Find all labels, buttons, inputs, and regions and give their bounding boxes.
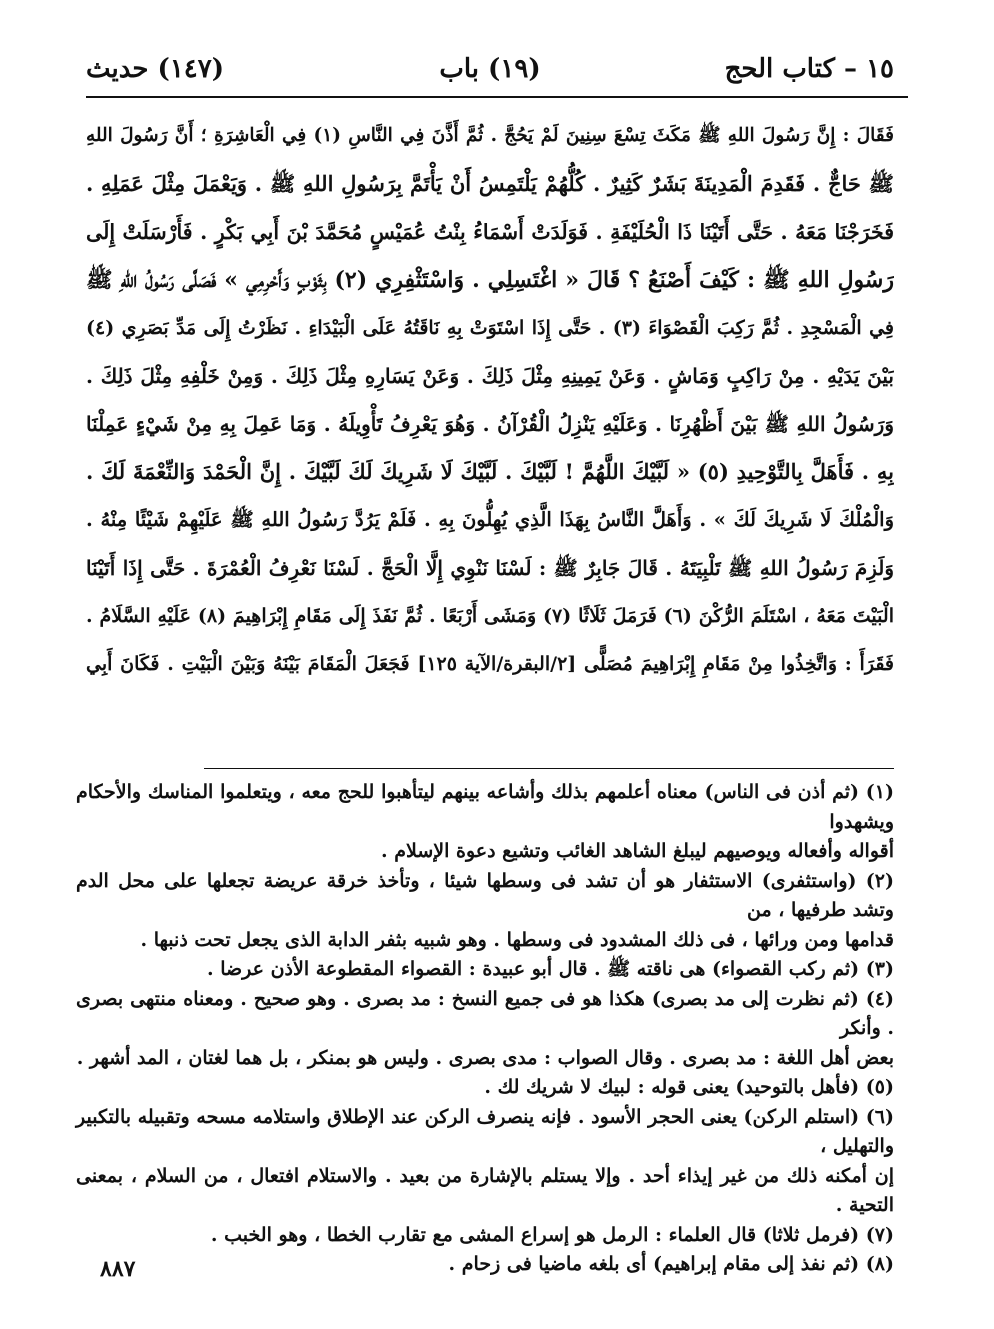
page-number: ٨٨٧ — [100, 1256, 136, 1282]
text-line: رَسُولِ اللهِ ﷺ : كَيْفَ أَصْنَعُ ؟ قَالَ « اغْتَسِلِي . وَاسْتَثْفِرِي (٢) بِثَوْبٍ وَأَحْرِمِي » فَصَلَّى رَسُولُ اللهِ ﷺ — [86, 267, 894, 293]
text-line: فِي الْمَسْجِدِ . ثُمَّ رَكِبَ الْقَصْوَاءَ (٣) . حَتَّى إِذَا اسْتَوَتْ بِهِ نَاقَتُهُ عَلَى الْبَيْدَاءِ . نَظَرْتُ إِلَى مَدِّ بَصَرِي (٤) — [86, 317, 894, 339]
text-line: بِهِ . فَأَهَلَّ بِالتَّوْحِيدِ (٥) « لَبَّيْكَ اللَّهُمَّ ! لَبَّيْكَ . لَبَّيْكَ لَا شَرِيكَ لَكَ لَبَّيْكَ . إِنَّ الْحَمْدَ وَالنِّعْمَةَ لَكَ . — [86, 459, 894, 484]
text-line: وَرَسُولُ اللهِ ﷺ بَيْنَ أَظْهُرِنَا . وَعَلَيْهِ يَنْزِلُ الْقُرْآنُ . وَهُوَ يَعْرِفُ تَأْوِيلَهُ . وَمَا عَمِلَ بِهِ مِنْ شَيْءٍ عَمِلْنَا — [86, 412, 894, 436]
footnote: (٧) (فرمل ثلاثا) قال العلماء : الرمل هو إسراع المشى مع تقارب الخطا ، وهو الخبب . — [210, 1223, 894, 1246]
text-line: ﷺ حَاجٌّ . فَقَدِمَ الْمَدِينَةَ بَشَرٌ كَثِيرٌ . كُلُّهُمْ يَلْتَمِسُ أَنْ يَأْتَمَّ بِرَسُولِ اللهِ ﷺ . وَيَعْمَلَ مِثْلَ عَمَلِهِ . — [86, 171, 894, 196]
footnote: (٤) (ثم نظرت إلى مد بصرى) هكذا هو فى جميع النسخ : مد بصرى . وهو صحيح . ومعناه منتهى بصرى . وأنكر — [76, 987, 894, 1039]
text-line: بَيْنَ يَدَيْهِ . مِنْ رَاكِبٍ وَمَاشٍ . وَعَنْ يَمِينِهِ مِثْلَ ذَلِكَ . وَعَنْ يَسَارِهِ مِثْلَ ذَلِكَ . وَمِنْ خَلْفِهِ مِثْلَ ذَلِكَ . — [86, 364, 894, 388]
chapter-title: ١٥ – كتاب الحج — [724, 54, 894, 84]
footnote: (١) (ثم أذن فى الناس) معناه أعلمهم بذلك وأشاعه بينهم ليتأهبوا للحج معه ، ويتعلموا المناسك والأحكام ويشهدوا — [76, 781, 894, 833]
footnote-continuation: إن أمكنه ذلك من غير إيذاء أحد . وإلا يستلم بالإشارة من بعيد . والاستلام افتعال ، من السلام ، بمعنى التحية . — [76, 1164, 894, 1216]
header-divider — [86, 96, 908, 98]
footnote-continuation: قدامها ومن ورائها ، فى ذلك المشدود فى وسطها . وهو شبيه بثفر الدابة الذى يجعل تحت ذنبها . — [140, 928, 894, 951]
page-header — [86, 52, 894, 94]
footnote-continuation: بعض أهل اللغة : مد بصرى . وقال الصواب : مدى بصرى . وليس هو بمنكر ، بل هما لغتان ، المد أشهر . — [76, 1046, 894, 1069]
text-line: وَالْمُلْكَ لَا شَرِيكَ لَكَ » . وَأَهَلَّ النَّاسُ بِهَذَا الَّذِي يُهِلُّونَ بِهِ . فَلَمْ يَرُدَّ رَسُولُ اللهِ ﷺ عَلَيْهِمْ شَيْئًا مِنْهُ . — [86, 508, 894, 531]
footnote: (٢) (واستثفرى) الاستثفار هو أن تشد فى وسطها شيئا ، وتأخذ خرقة عريضة تجعلها على محل الدم وتشد طرفيها ، من — [76, 869, 894, 921]
text-line: فَخَرَجْنَا مَعَهُ . حَتَّى أَتَيْنَا ذَا الْحُلَيْفَةِ . فَوَلَدَتْ أَسْمَاءُ بِنْتُ عُمَيْسٍ مُحَمَّدَ بْنَ أَبِي بَكْرٍ . فَأَرْسَلَتْ إِلَى — [86, 220, 894, 244]
hadith-text — [86, 112, 894, 688]
footnotes — [76, 778, 894, 1280]
footnote: (٨) (ثم نفذ إلى مقام إبراهيم) أى بلغه ماضيا فى زحام . — [448, 1253, 894, 1275]
text-line: فَقَالَ : إِنَّ رَسُولَ اللهِ ﷺ مَكَثَ تِسْعَ سِنِينَ لَمْ يَحُجَّ . ثُمَّ أَذَّنَ فِي النَّاسِ (١) فِي الْعَاشِرَةِ ؛ أَنَّ رَسُولَ اللهِ — [86, 125, 894, 146]
footnote: (٣) (ثم ركب القصواء) هى ناقته ﷺ . قال أبو عبيدة : القصواء المقطوعة الأذن عرضا . — [207, 958, 894, 980]
bab-number: (١٩) باب — [439, 54, 541, 84]
text-line: وَلَزِمَ رَسُولُ اللهِ ﷺ تَلْبِيَتَهُ . قَالَ جَابِرٌ ﷺ : لَسْنَا نَنْوِي إِلَّا الْحَجَّ . لَسْنَا نَعْرِفُ الْعُمْرَةَ . حَتَّى إِذَا أَتَيْنَا — [86, 556, 894, 580]
footnote: (٥) (فأهل بالتوحيد) يعنى قوله : لبيك لا شريك لك . — [484, 1076, 894, 1098]
hadith-number: (١٤٧) حديث — [86, 54, 225, 84]
text-line: فَقَرَأَ : وَاتَّخِذُوا مِنْ مَقَامِ إِبْرَاهِيمَ مُصَلًّى [٢/البقرة/الآية ١٢٥] فَجَعَلَ الْمَقَامَ بَيْنَهُ وَبَيْنَ الْبَيْتِ . فَكَانَ أَبِي — [86, 653, 894, 675]
footnote-divider — [204, 768, 894, 769]
footnote: (٦) (استلم الركن) يعنى الحجر الأسود . فإنه ينصرف الركن عند الإطلاق واستلامه مسحه وتقبيله بالتكبير والتهليل ، — [76, 1105, 894, 1157]
text-line: الْبَيْتَ مَعَهُ ، اسْتَلَمَ الرُّكْنَ (٦) فَرَمَلَ ثَلَاثًا (٧) وَمَشَى أَرْبَعًا . ثُمَّ نَفَذَ إِلَى مَقَامِ إِبْرَاهِيمَ (٨) عَلَيْهِ السَّلَامُ . — [86, 605, 894, 627]
footnote-continuation: أقواله وأفعاله ويوصيهم ليبلغ الشاهد الغائب وتشيع دعوة الإسلام . — [381, 840, 894, 862]
